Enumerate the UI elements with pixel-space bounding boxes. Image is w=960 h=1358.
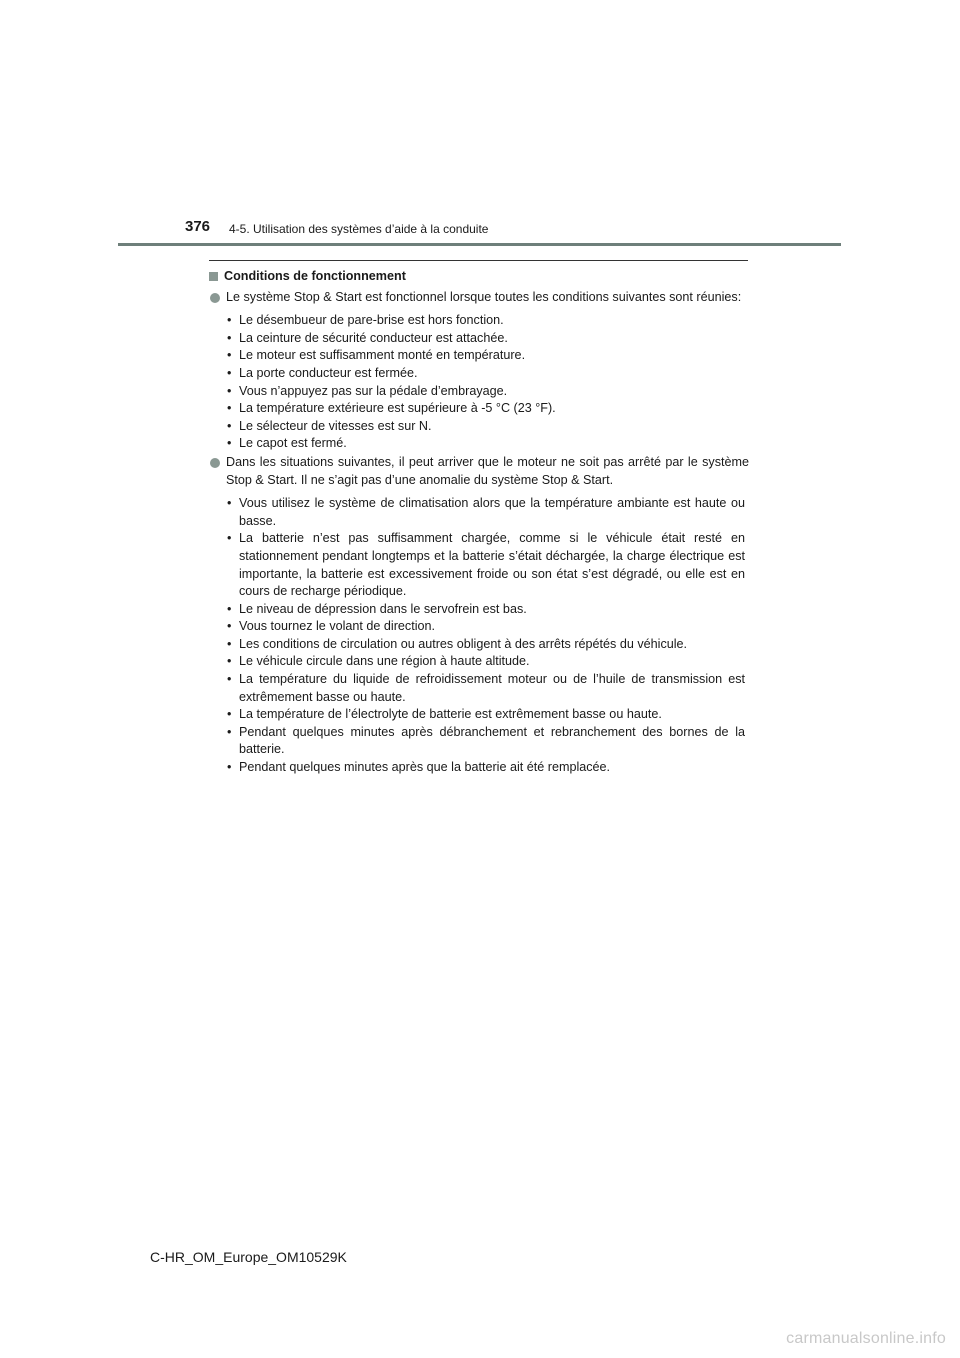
condition-item bbox=[209, 289, 749, 307]
list-item: • Vous n’appuyez pas sur la pédale d’embrayage. bbox=[226, 383, 749, 401]
list-item: • Le véhicule circule dans une région à haute altitude. bbox=[226, 653, 749, 671]
list-item: • Le moteur est suffisamment monté en température. bbox=[226, 347, 749, 365]
list-item: • Le sélecteur de vitesses est sur N. bbox=[226, 418, 749, 436]
exception-list bbox=[226, 495, 749, 777]
condition-item-text: Le système Stop & Start est fonctionnel lorsque toutes les conditions suivantes sont réunies: bbox=[226, 289, 742, 304]
circle-bullet-icon bbox=[210, 458, 220, 468]
section-heading-text: Conditions de fonctionnement bbox=[224, 269, 406, 283]
list-item: • La température de l’électrolyte de batterie est extrêmement basse ou haute. bbox=[226, 706, 749, 724]
exception-item bbox=[209, 454, 749, 489]
list-item: • Pendant quelques minutes après débranchement et rebranchement des bornes de la batterie. bbox=[226, 724, 749, 759]
main-content bbox=[209, 268, 749, 777]
header-divider bbox=[118, 243, 841, 246]
condition-list bbox=[226, 312, 749, 453]
list-item: • Pendant quelques minutes après que la batterie ait été remplacée. bbox=[226, 759, 749, 777]
list-item: • La température extérieure est supérieure à -5 °C (23 °F). bbox=[226, 400, 749, 418]
list-item: • La température du liquide de refroidissement moteur ou de l’huile de transmission est extrêmement basse ou haute. bbox=[226, 671, 749, 706]
section-divider bbox=[209, 260, 748, 261]
list-item: • La ceinture de sécurité conducteur est attachée. bbox=[226, 330, 749, 348]
watermark: carmanualsonline.info bbox=[786, 1330, 946, 1347]
circle-bullet-icon bbox=[210, 293, 220, 303]
page-number: 376 bbox=[185, 218, 211, 235]
list-item: • La batterie n’est pas suffisamment chargée, comme si le véhicule était resté en stationnement pendant longtemps et la batterie s’était déchargée, la charge électrique est importante, la batterie est excessivement froide ou son état s’est dégradé, ou elle est en cours de recharge périodique. bbox=[226, 530, 749, 600]
section-heading bbox=[209, 268, 749, 286]
list-item: • La porte conducteur est fermée. bbox=[226, 365, 749, 383]
list-item: • Les conditions de circulation ou autres obligent à des arrêts répétés du véhicule. bbox=[226, 636, 749, 654]
list-item: • Le désembueur de pare-brise est hors fonction. bbox=[226, 312, 749, 330]
list-item: • Le niveau de dépression dans le servofrein est bas. bbox=[226, 601, 749, 619]
square-bullet-icon bbox=[209, 272, 218, 281]
list-item: • Vous utilisez le système de climatisation alors que la température ambiante est haute ou basse. bbox=[226, 495, 749, 530]
list-item: • Le capot est fermé. bbox=[226, 435, 749, 453]
chapter-title: 4-5. Utilisation des systèmes d’aide à la conduite bbox=[229, 222, 489, 236]
list-item: • Vous tournez le volant de direction. bbox=[226, 618, 749, 636]
document-code: C-HR_OM_Europe_OM10529K bbox=[150, 1249, 347, 1265]
exception-item-text: Dans les situations suivantes, il peut arriver que le moteur ne soit pas arrêté par le système Stop & Start. Il ne s’agit pas d’une anomalie du système Stop & Start. bbox=[226, 454, 749, 487]
